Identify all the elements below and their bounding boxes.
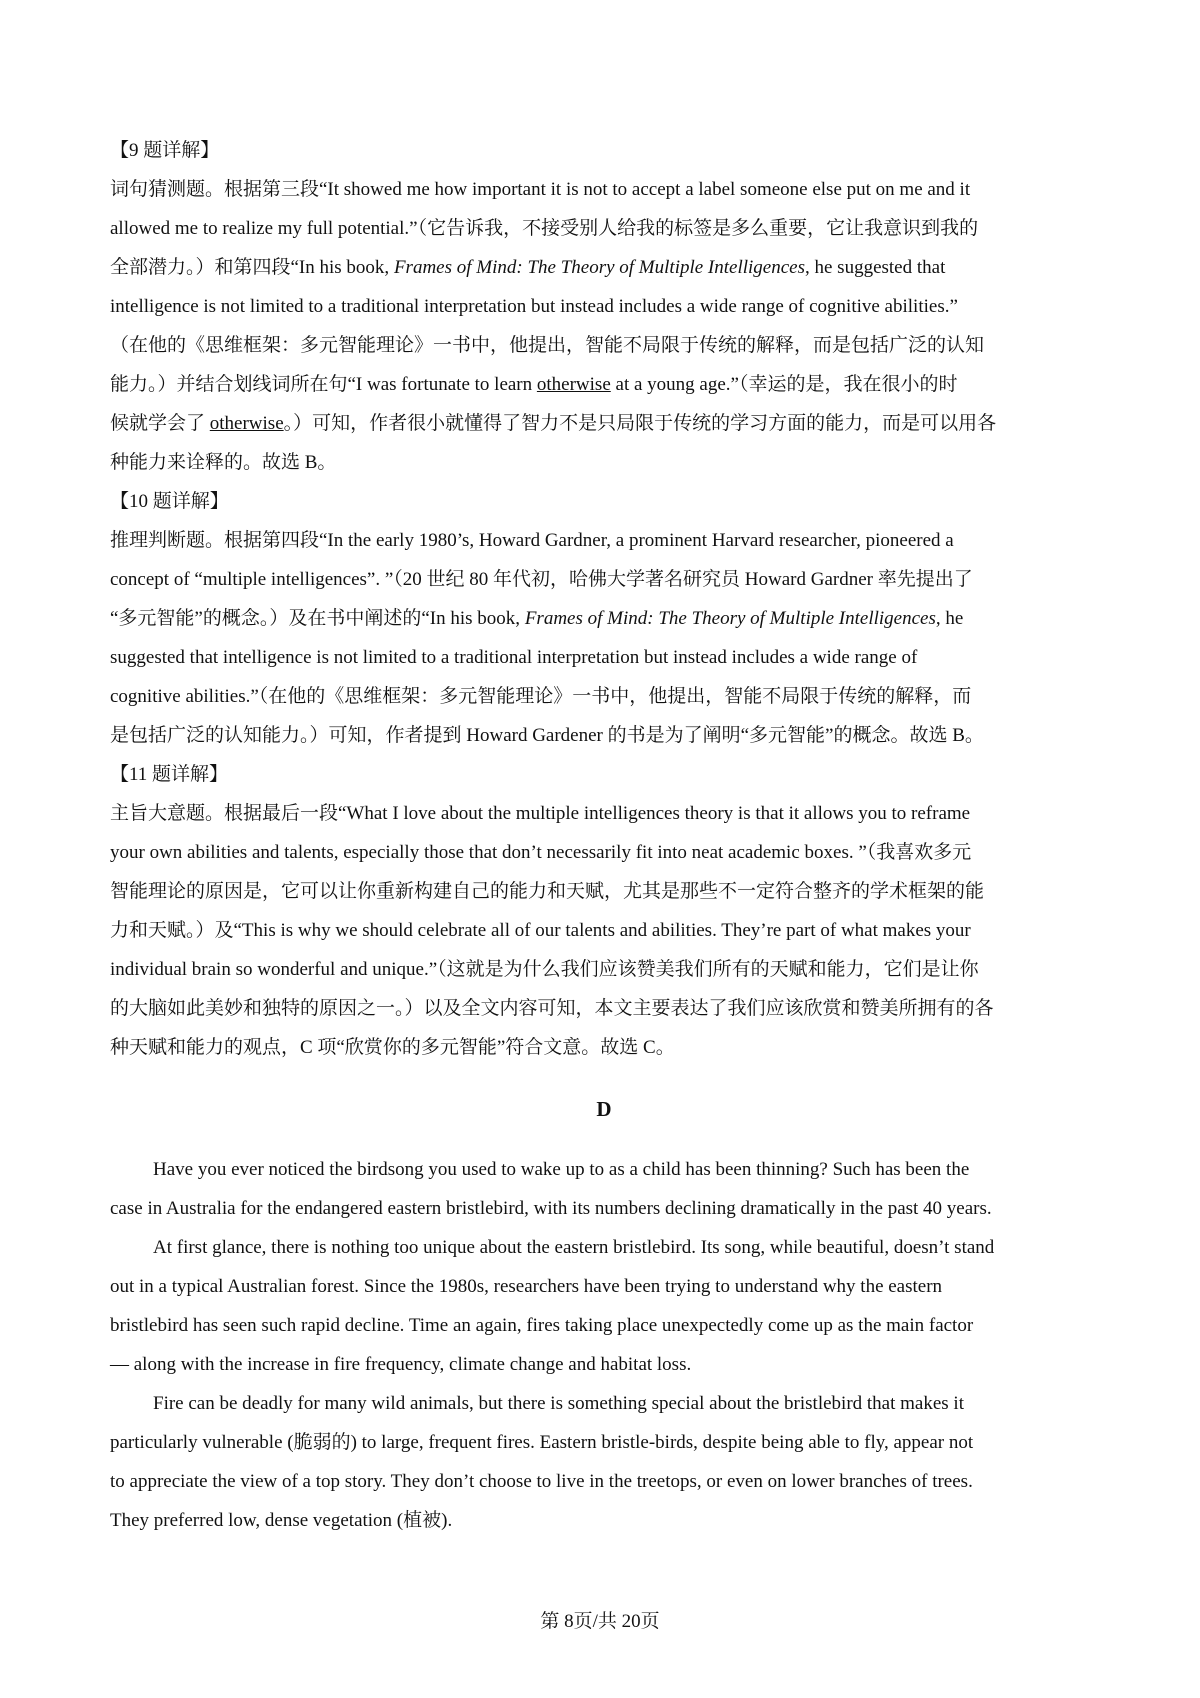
- underlined-word: otherwise: [209, 413, 284, 434]
- q9-line-7: 候就学会了 otherwise。）可知，作者很小就懂得了智力不是只局限于传统的学习方面的能力，而是可以用各: [110, 413, 997, 434]
- q11-heading: 【11 题详解】: [110, 764, 229, 785]
- q9-heading: 【9 题详解】: [110, 140, 220, 161]
- q10-line-1: 推理判断题。根据第四段“In the early 1980’s, Howard Gardner, a prominent Harvard researcher, pioneered a: [110, 530, 954, 551]
- q9-line-6: 能力。）并结合划线词所在句“I was fortunate to learn otherwise at a young age.”（幸运的是，我在很小的时: [110, 374, 958, 395]
- book-title: Frames of Mind: The Theory of Multiple Intelligences: [393, 257, 805, 278]
- q9-line-5: （在他的《思维框架：多元智能理论》一书中，他提出，智能不局限于传统的解释，而是包括广泛的认知: [110, 335, 985, 356]
- q11-line-7: 种天赋和能力的观点，C 项“欣赏你的多元智能”符合文意。故选 C。: [110, 1037, 675, 1058]
- document-body: [110, 138, 1098, 1534]
- q11-line-3: 智能理论的原因是，它可以让你重新构建自己的能力和天赋，尤其是那些不一定符合整齐的学术框架的能: [110, 881, 985, 902]
- q11-line-1: 主旨大意题。根据最后一段“What I love about the multiple intelligences theory is that it allows you to reframe: [110, 803, 971, 824]
- q11-line-4: 力和天赋。）及“This is why we should celebrate all of our talents and abilities. They’re part of what makes your: [110, 920, 971, 941]
- book-title: Frames of Mind: The Theory of Multiple Intelligences: [524, 608, 936, 629]
- page-footer: 第 8页/共 20页: [540, 1611, 660, 1632]
- q10-heading: 【10 题详解】: [110, 491, 229, 512]
- q11-line-6: 的大脑如此美妙和独特的原因之一。）以及全文内容可知，本文主要表达了我们应该欣赏和赞美所拥有的各: [110, 998, 994, 1019]
- q11-line-5: individual brain so wonderful and unique.”（这就是为什么我们应该赞美我们所有的天赋和能力，它们是让你: [110, 959, 979, 980]
- q11-line-2: your own abilities and talents, especially those that don’t necessarily fit into neat academic boxes. ”（我喜欢多元: [110, 842, 972, 863]
- passage-paragraph-1: Have you ever noticed the birdsong you used to wake up to as a child has been thinning? Such has been the case in Australia for the endangered eastern bristlebird, with its numbers declining dramatically in the past 40 years.: [110, 1159, 992, 1219]
- q10-line-2: concept of “multiple intelligences”. ”（20 世纪 80 年代初，哈佛大学著名研究员 Howard Gardner 率先提出了: [110, 569, 973, 590]
- q9-line-8: 种能力来诠释的。故选 B。: [110, 452, 337, 473]
- q10-line-6: 是包括广泛的认知能力。）可知，作者提到 Howard Gardener 的书是为了阐明“多元智能”的概念。故选 B。: [110, 725, 984, 746]
- q10-line-3: “多元智能”的概念。）及在书中阐述的“In his book, Frames of Mind: The Theory of Multiple Intelligences, he: [110, 608, 964, 629]
- q9-line-1: 词句猜测题。根据第三段“It showed me how important it is not to accept a label someone else put on me and it: [110, 179, 971, 200]
- underlined-word: otherwise: [536, 374, 611, 395]
- q9-line-4: intelligence is not limited to a traditional interpretation but instead includes a wide range of cognitive abilities.”: [110, 296, 958, 317]
- q10-line-4: suggested that intelligence is not limited to a traditional interpretation but instead includes a wide range of: [110, 647, 918, 668]
- passage-paragraph-3: Fire can be deadly for many wild animals, but there is something special about the bristlebird that makes it particularly vulnerable (脆弱的) to large, frequent fires. Eastern bristle-birds, despite being able to fly, appear not to appreciate the view of a top story. They don’t choose to live in the treetops, or even on lower branches of trees. They preferred low, dense vegetation (植被).: [110, 1393, 974, 1531]
- passage-paragraph-2: At first glance, there is nothing too unique about the eastern bristlebird. Its song, while beautiful, doesn’t stand out in a typical Australian forest. Since the 1980s, researchers have been trying to understand why the eastern bristlebird has seen such rapid decline. Time an again, fires taking place unexpectedly come up as the main factor — along with the increase in fire frequency, climate change and habitat loss.: [110, 1237, 995, 1375]
- q9-line-2: allowed me to realize my full potential.”（它告诉我，不接受别人给我的标签是多么重要，它让我意识到我的: [110, 218, 979, 239]
- section-title: D: [596, 1097, 612, 1121]
- q10-line-5: cognitive abilities.”（在他的《思维框架：多元智能理论》一书中，他提出，智能不局限于传统的解释，而: [110, 686, 972, 707]
- q9-line-3: 全部潜力。）和第四段“In his book, Frames of Mind: The Theory of Multiple Intelligences, he suggested that: [110, 257, 946, 278]
